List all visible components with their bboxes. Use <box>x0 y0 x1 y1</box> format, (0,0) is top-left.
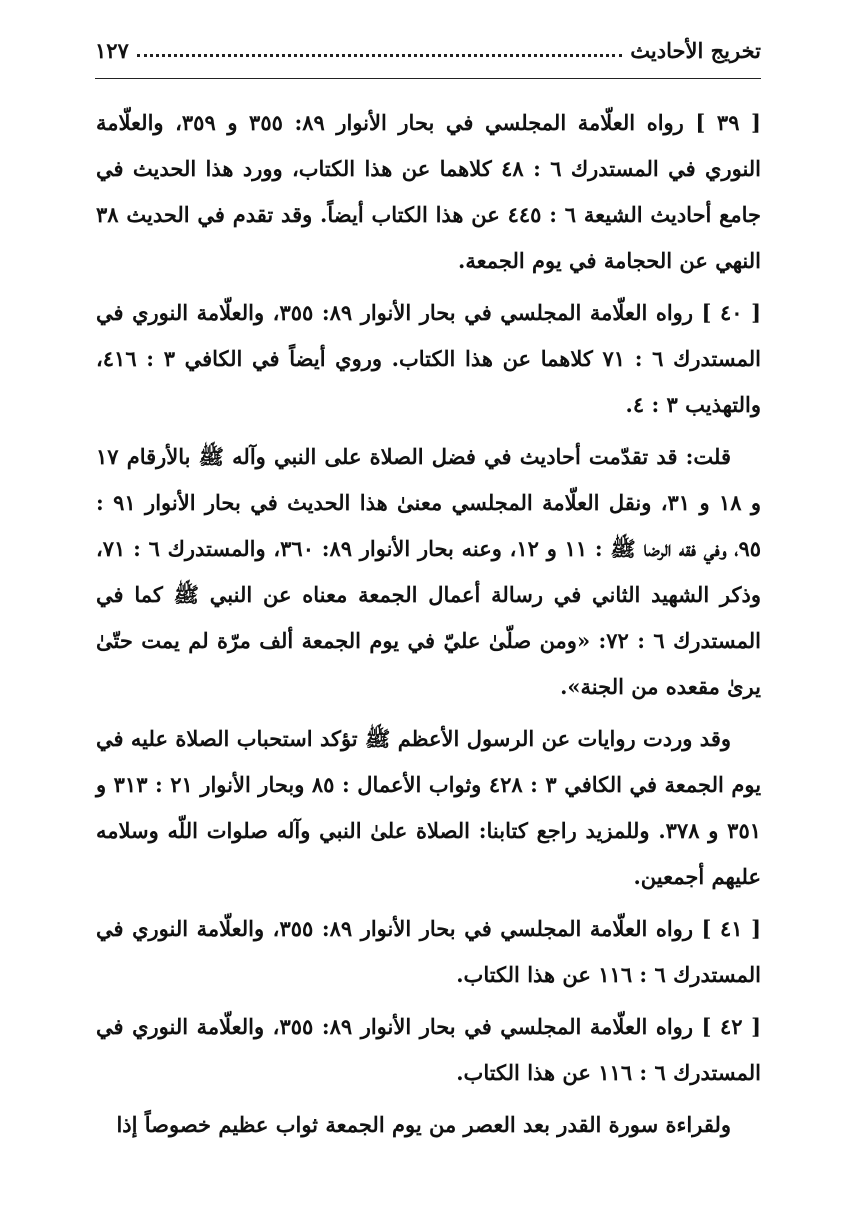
footnote-39 <box>96 100 761 284</box>
footnote-40 <box>96 290 761 428</box>
commentary-paragraph: ولقراءة سورة القدر بعد العصر من يوم الجمعة ثواب عظيم خصوصاً إذا <box>116 1112 731 1137</box>
footnote-text: رواه العلّامة المجلسي في بحار الأنوار ٨٩: ٣٥٥، والعلّامة النوري في المستدرك ٦ : ٧١ كلاهما عن هذا الكتاب. وروي أيضاً في الكافي ٣ : ٤١٦، والتهذيب ٣ : ٤. <box>96 300 762 417</box>
header-divider <box>95 78 761 79</box>
commentary-paragraph: قلت: قد تقدّمت أحاديث في فضل الصلاة على النبي وآله ﷺ بالأرقام ١٧ و ١٨ و ٣١، ونقل العلّامة المجلسي معنىٰ هذا الحديث في بحار الأنوار ٩١ : ٩٥، وفي فقه الرضا ﷺ : ١١ و ١٢، وعنه بحار الأنوار ٨٩: ٣٦٠، والمستدرك ٦ : ٧١، وذكر الشهيد الثاني في رسالة أعمال الجمعة معناه عن النبي ﷺ كما في المستدرك ٦ : ٧٢: «ومن صلّىٰ عليّ في يوم الجمعة ألف مرّة لم يمت حتّىٰ يرىٰ مقعده من الجنة». <box>96 444 762 699</box>
commentary-paragraph: وقد وردت روايات عن الرسول الأعظم ﷺ تؤكد استحباب الصلاة عليه في يوم الجمعة في الكافي ٣ : ٤٢٨ وثواب الأعمال : ٨٥ وبحار الأنوار ٢١ : ٣١٣ و ٣٥١ و ٣٧٨. وللمزيد راجع كتابنا: الصلاة علىٰ النبي وآله صلوات اللّه وسلامه عليهم أجمعين. <box>96 726 762 889</box>
footnote-number: [ ٤٢ ] <box>701 1014 762 1039</box>
footnote-text: رواه العلّامة المجلسي في بحار الأنوار ٨٩: ٣٥٥، والعلّامة النوري في المستدرك ٦ : ١١٦ عن هذا الكتاب. <box>96 1014 761 1085</box>
page-number: ١٢٧ <box>95 37 129 63</box>
footnote-number: [ ٣٩ ] <box>695 110 761 135</box>
footnote-42 <box>96 1004 761 1096</box>
footnote-41 <box>96 906 761 998</box>
footnote-number: [ ٤١ ] <box>701 916 762 941</box>
footnote-text: رواه العلّامة المجلسي في بحار الأنوار ٨٩: ٣٥٥ و ٣٥٩، والعلّامة النوري في المستدرك ٦ : ٤٨ كلاهما عن هذا الكتاب، وورد هذا الحديث في جامع أحاديث الشيعة ٦ : ٤٤٥ عن هذا الكتاب أيضاً. وقد تقدم في الحديث ٣٨ النهي عن الحجامة في يوم الجمعة. <box>96 110 762 273</box>
body-text <box>96 100 761 1154</box>
footnote-text: رواه العلّامة المجلسي في بحار الأنوار ٨٩: ٣٥٥، والعلّامة النوري في المستدرك ٦ : ١١٦ عن هذا الكتاب. <box>96 916 761 987</box>
footnote-number: [ ٤٠ ] <box>701 300 762 325</box>
dotted-leader <box>137 54 622 57</box>
running-title: تخريج الأحاديث <box>630 37 761 63</box>
page-header <box>95 30 761 70</box>
